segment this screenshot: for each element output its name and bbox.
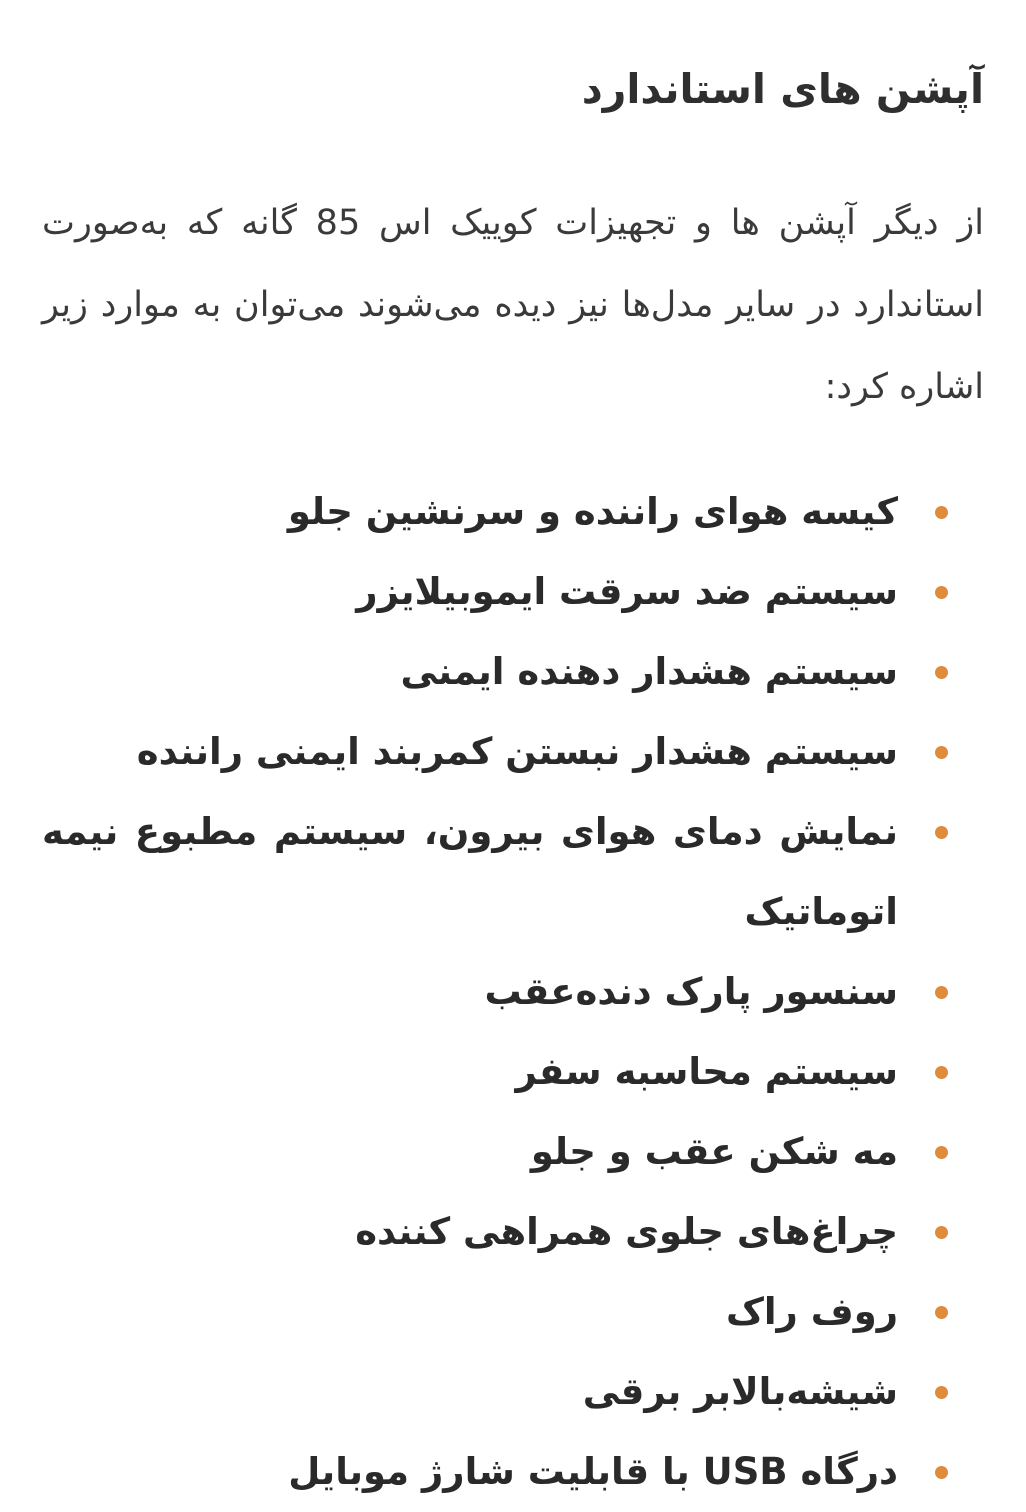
list-item bbox=[42, 712, 984, 792]
bullet-dot-icon bbox=[935, 1466, 948, 1479]
bullet-dot-icon bbox=[935, 746, 948, 759]
article-content bbox=[42, 0, 984, 1512]
feature-text: سیستم ضد سرقت ایموبیلایزر bbox=[356, 570, 898, 613]
feature-text: سیستم محاسبه سفر bbox=[515, 1050, 898, 1093]
bullet-dot-icon bbox=[935, 1306, 948, 1319]
list-item bbox=[42, 1032, 984, 1112]
list-item bbox=[42, 472, 984, 552]
list-item bbox=[42, 1112, 984, 1192]
list-item bbox=[42, 632, 984, 712]
feature-text: سنسور پارک دنده‌عقب bbox=[484, 970, 898, 1013]
feature-text: مه شکن عقب و جلو bbox=[530, 1130, 898, 1173]
list-item bbox=[42, 792, 984, 952]
feature-text: کیسه هوای راننده و سرنشین جلو bbox=[287, 490, 898, 533]
bullet-dot-icon bbox=[935, 506, 948, 519]
bullet-dot-icon bbox=[935, 666, 948, 679]
feature-text: روف راک bbox=[725, 1290, 898, 1333]
bullet-dot-icon bbox=[935, 1226, 948, 1239]
list-item bbox=[42, 552, 984, 632]
feature-text: چراغ‌های جلوی همراهی کننده bbox=[355, 1210, 898, 1253]
bullet-dot-icon bbox=[935, 1146, 948, 1159]
feature-text: شیشه‌بالابر برقی bbox=[582, 1370, 898, 1413]
features-list bbox=[42, 472, 984, 1512]
feature-text: سیستم هشدار نبستن کمربند ایمنی راننده bbox=[136, 730, 898, 773]
list-item bbox=[42, 1192, 984, 1272]
bullet-dot-icon bbox=[935, 986, 948, 999]
bullet-dot-icon bbox=[935, 826, 948, 839]
bullet-dot-icon bbox=[935, 586, 948, 599]
list-item bbox=[42, 952, 984, 1032]
feature-text: سیستم هشدار دهنده ایمنی bbox=[400, 650, 898, 693]
list-item bbox=[42, 1272, 984, 1352]
intro-paragraph: از دیگر آپشن ها و تجهیزات کوییک اس 85 گانه که به‌صورت استاندارد در سایر مدل‌ها نیز دیده می‌شوند می‌توان به موارد زیر اشاره کرد: bbox=[42, 203, 984, 407]
feature-text: درگاه USB با قابلیت شارژ موبایل bbox=[288, 1450, 898, 1493]
list-item bbox=[42, 1432, 984, 1512]
list-item bbox=[42, 1352, 984, 1432]
bullet-dot-icon bbox=[935, 1386, 948, 1399]
bullet-dot-icon bbox=[935, 1066, 948, 1079]
section-heading: آپشن های استاندارد bbox=[581, 65, 984, 113]
feature-text: نمایش دمای هوای بیرون، سیستم مطبوع نیمه اتوماتیک bbox=[42, 810, 898, 933]
